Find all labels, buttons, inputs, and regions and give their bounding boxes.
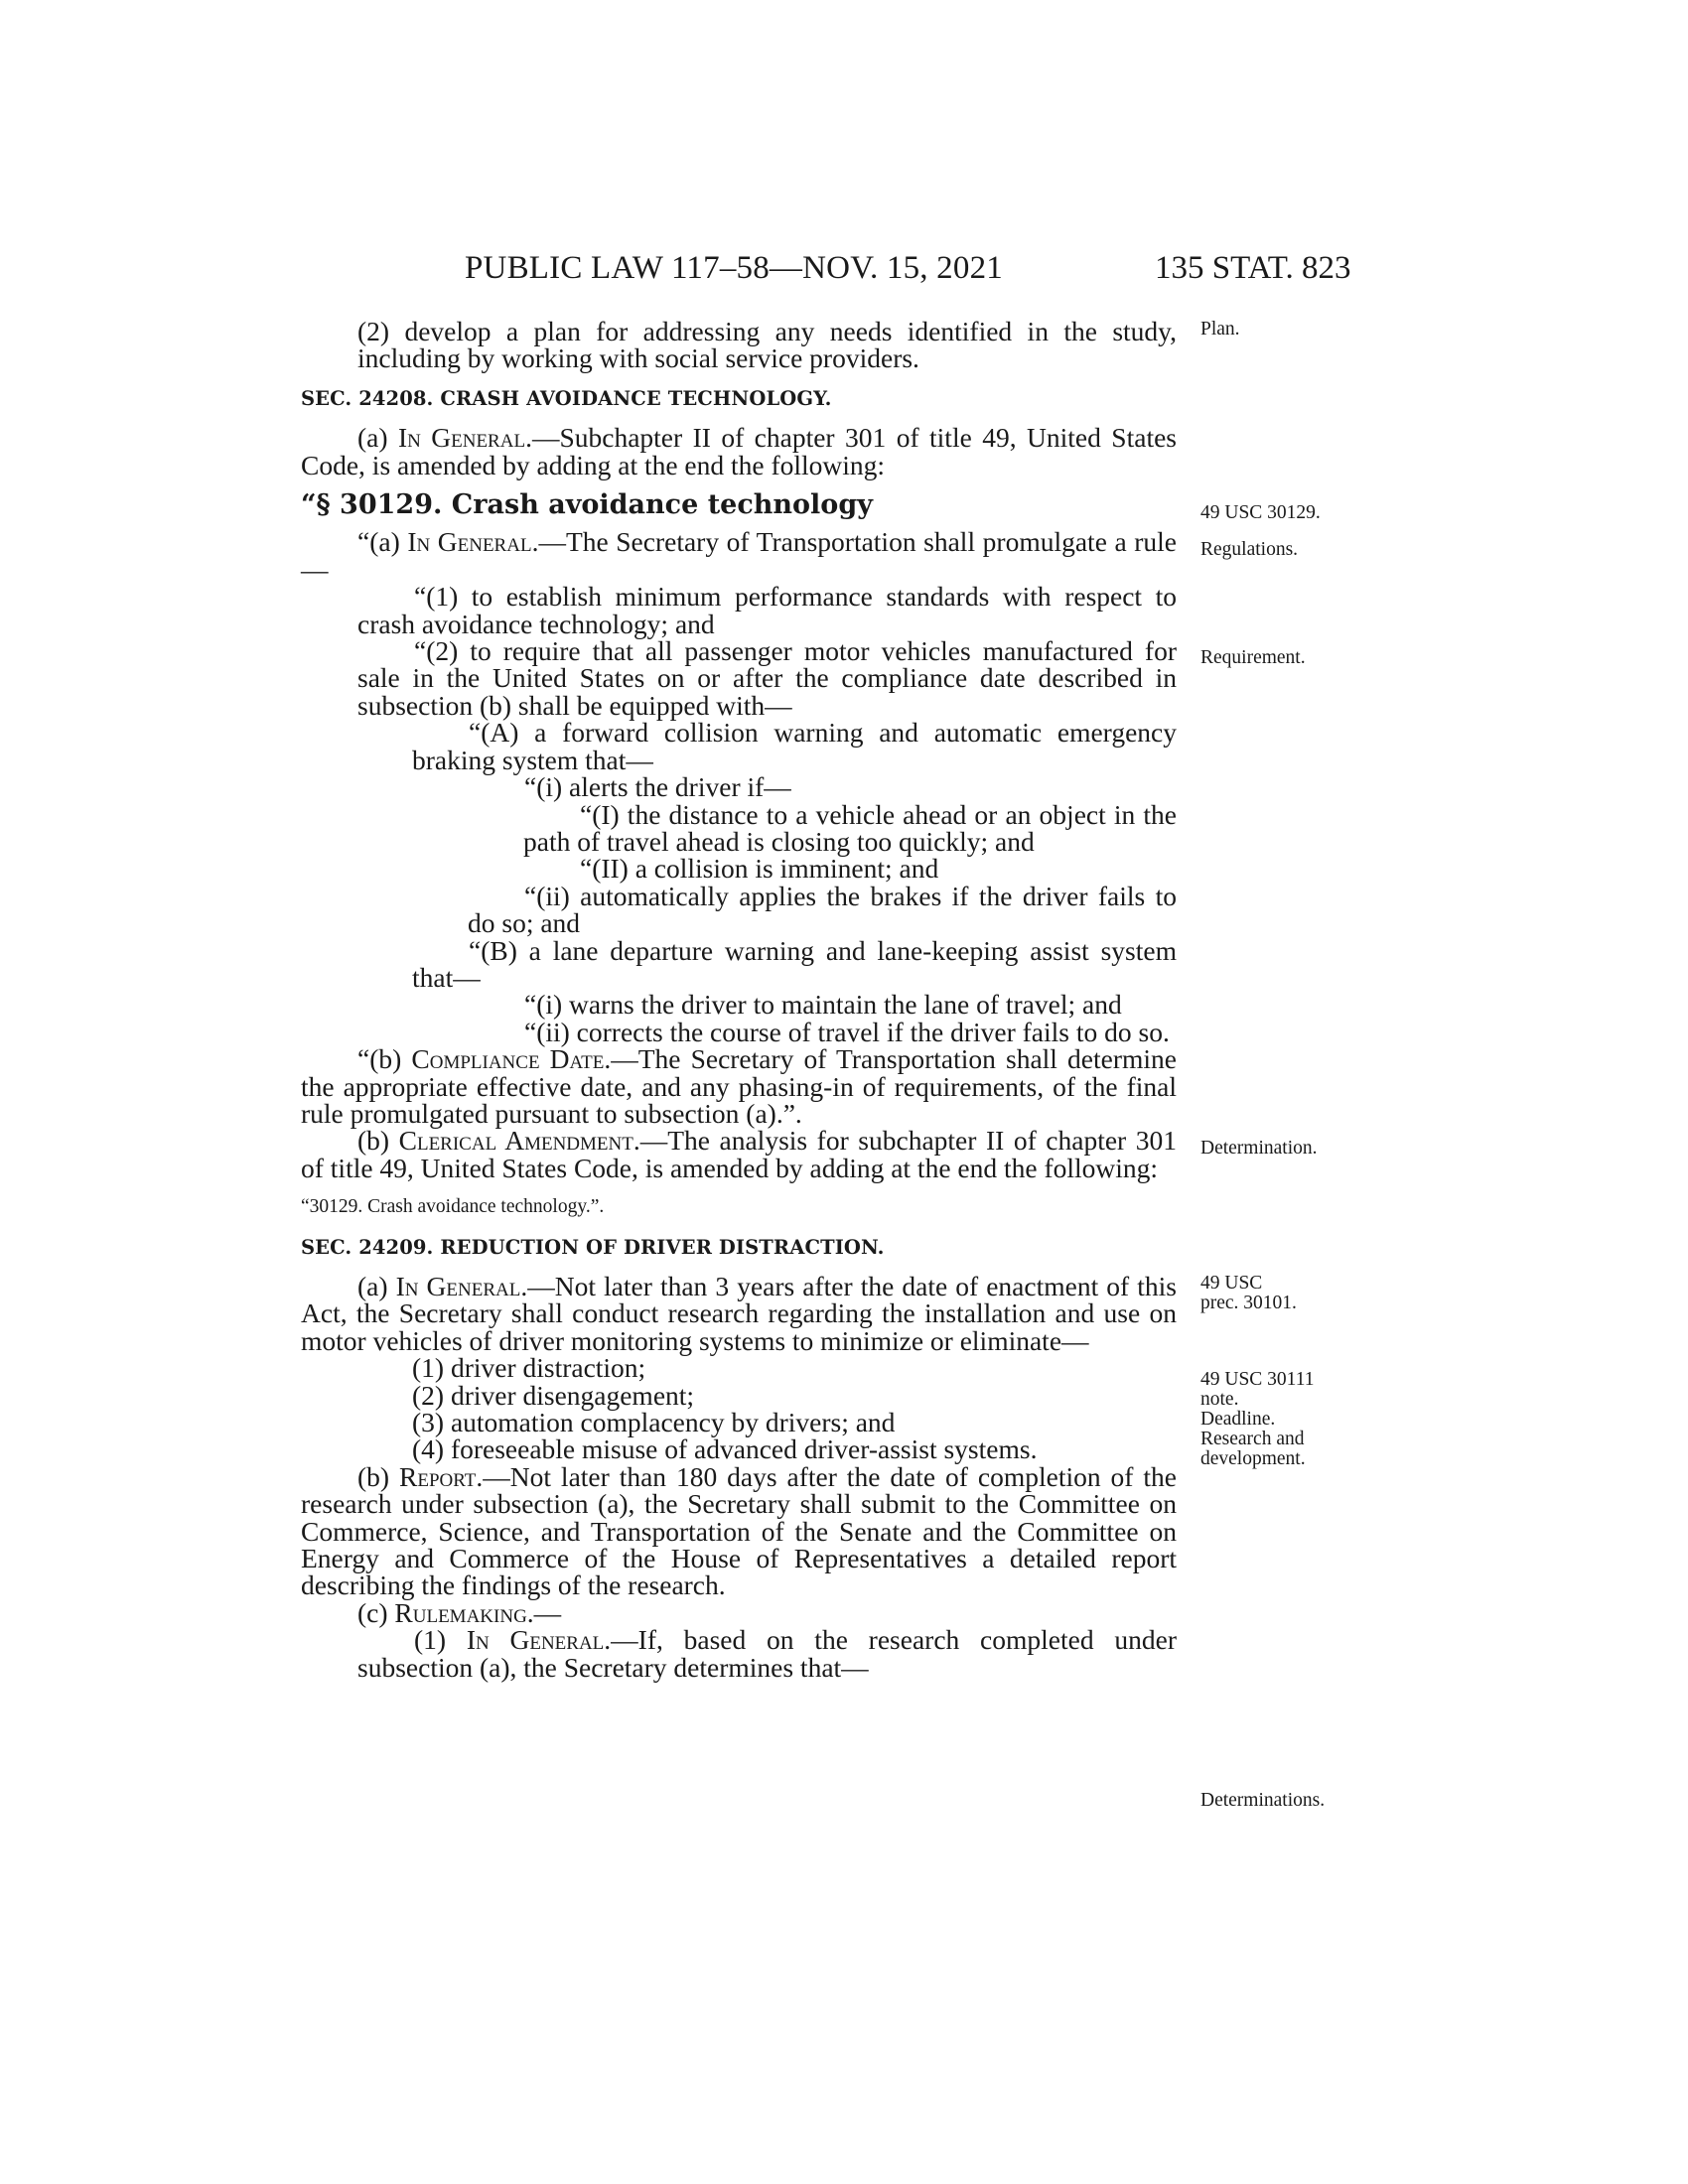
subsection-text: .—Subchapter II of chapter 301 of title 49, United States Code, is amended by adding at the end the following: [301,422,1177,480]
subsection-heading: Compliance Date [411,1043,605,1075]
quoted-subparagraph-B: “(B) a lane departure warning and lane-keeping assist system that— [412,934,1177,993]
subsection-heading: Report [399,1460,477,1492]
margin-note-line: 49 USC [1200,1273,1263,1294]
quoted-clause-B-i: “(i) warns the driver to maintain the lane of travel; and [524,989,1122,1021]
margin-note-requirement: Requirement. [1200,647,1306,668]
distraction-paragraph-c-1 [301,1626,1177,1681]
label: “(a) [357,526,408,558]
margin-note-line: prec. 30101. [1200,1293,1297,1313]
quoted-subclause-A-i-I: “(I) the distance to a vehicle ahead or an object in the path of travel ahead is closing too quickly; and [523,798,1177,857]
margin-note-plan: Plan. [1200,319,1240,340]
distraction-item-2: (2) driver disengagement; [412,1379,695,1411]
distraction-item-1: (1) driver distraction; [412,1352,646,1384]
label: (c) [357,1596,395,1628]
label: (b) [357,1125,399,1157]
quoted-paragraph-1: “(1) to establish minimum performance standards with respect to crash avoidance technology; and [357,581,1177,639]
margin-note-usc-prec [1200,1274,1297,1313]
label: (b) [357,1460,399,1492]
section-heading-24209: SEC. 24209. REDUCTION OF DRIVER DISTRACTION. [301,1235,885,1259]
label: (a) [357,422,398,454]
margin-note-line: Research and [1200,1429,1305,1449]
distraction-item-3: (3) automation complacency by drivers; and [412,1407,896,1438]
paragraph-2-develop-plan: (2) develop a plan for addressing any needs identified in the study, including by working with social service providers. [357,316,1177,374]
code-section-heading-30129: “§ 30129. Crash avoidance technology [301,489,873,521]
margin-note-deadline: Deadline. [1200,1409,1276,1430]
subsection-text: .— [526,1596,562,1628]
margin-note-usc-30111 [1200,1370,1315,1469]
subsection-text: .—The Secretary of Transportation shall promulgate a rule— [301,526,1178,585]
quoted-subparagraph-A: “(A) a forward collision warning and automatic emergency braking system that— [412,717,1177,775]
paragraph-heading: In General [466,1624,605,1656]
section-heading-24208: SEC. 24208. CRASH AVOIDANCE TECHNOLOGY. [301,386,832,410]
quoted-clause-A-ii: “(ii) automatically applies the brakes if the driver fails to do so; and [468,880,1177,939]
subsection-heading: In General [397,422,526,454]
subsection-heading: Rulemaking [394,1596,527,1628]
quoted-clause-B-ii: “(ii) corrects the course of travel if the driver fails to do so. [524,1016,1170,1047]
margin-note-line: note. [1200,1389,1239,1410]
margin-note-determination: Determination. [1200,1138,1318,1159]
distraction-subsection-b-report [301,1460,1177,1601]
label: (a) [357,1271,396,1301]
subsection-a-in-general [301,424,1177,478]
subsection-text: .—Not later than 3 years after the date of enactment of this Act, the Secretary shall conduct research regarding the installation and use on motor vehicles of driver monitoring systems to minimize or eliminate— [301,1271,1177,1356]
paragraph-text: .—If, based on the research completed under subsection (a), the Secretary determines that— [357,1624,1177,1683]
margin-note-line: development. [1200,1448,1306,1469]
running-header-stat-page: 135 STAT. 823 [1155,250,1351,286]
subsection-text: .—Not later than 180 days after the date of completion of the research under subsection (a), the Secretary shall submit to the Committee on Commerce, Science, and Transportation of the Senate and the Committee on Energy and Commerce of the House of Representatives a detailed report describing the findings of the research. [301,1460,1177,1601]
quoted-subsection-b-compliance-date [301,1045,1177,1127]
quoted-clause-A-i: “(i) alerts the driver if— [524,771,791,803]
subsection-heading: In General [407,526,532,558]
distraction-subsection-c-rulemaking [301,1596,1177,1628]
quoted-subsection-a [301,528,1177,583]
label: (1) [414,1624,467,1656]
clerical-table-item: “30129. Crash avoidance technology.”. [301,1196,605,1218]
distraction-subsection-a [301,1273,1177,1354]
subsection-text: .—The analysis for subchapter II of chapter 301 of title 49, United States Code, is amended by adding at the end the following: [301,1125,1177,1183]
subsection-heading: Clerical Amendment [398,1125,633,1157]
subsection-text: .—The Secretary of Transportation shall determine the appropriate effective date, and any phasing-in of requirements, of the final rule promulgated pursuant to subsection (a).”. [301,1043,1177,1129]
margin-note-determinations: Determinations. [1200,1790,1326,1811]
quoted-paragraph-2: “(2) to require that all passenger motor vehicles manufactured for sale in the United States on or after the compliance date described in subsection (b) shall be equipped with— [357,635,1177,721]
margin-note-regulations: Regulations. [1200,539,1299,560]
label: “(b) [357,1043,412,1075]
quoted-subclause-A-i-II: “(II) a collision is imminent; and [580,853,939,885]
margin-note-usc-30129: 49 USC 30129. [1200,502,1321,523]
main-text-column [301,318,1177,1681]
running-header-title: PUBLIC LAW 117–58—NOV. 15, 2021 [465,250,1003,286]
distraction-item-4: (4) foreseeable misuse of advanced driver-assist systems. [412,1433,1038,1465]
margin-note-line: 49 USC 30111 [1200,1369,1315,1390]
subsection-b-clerical-amendment [301,1127,1177,1181]
subsection-heading: In General [395,1271,521,1301]
